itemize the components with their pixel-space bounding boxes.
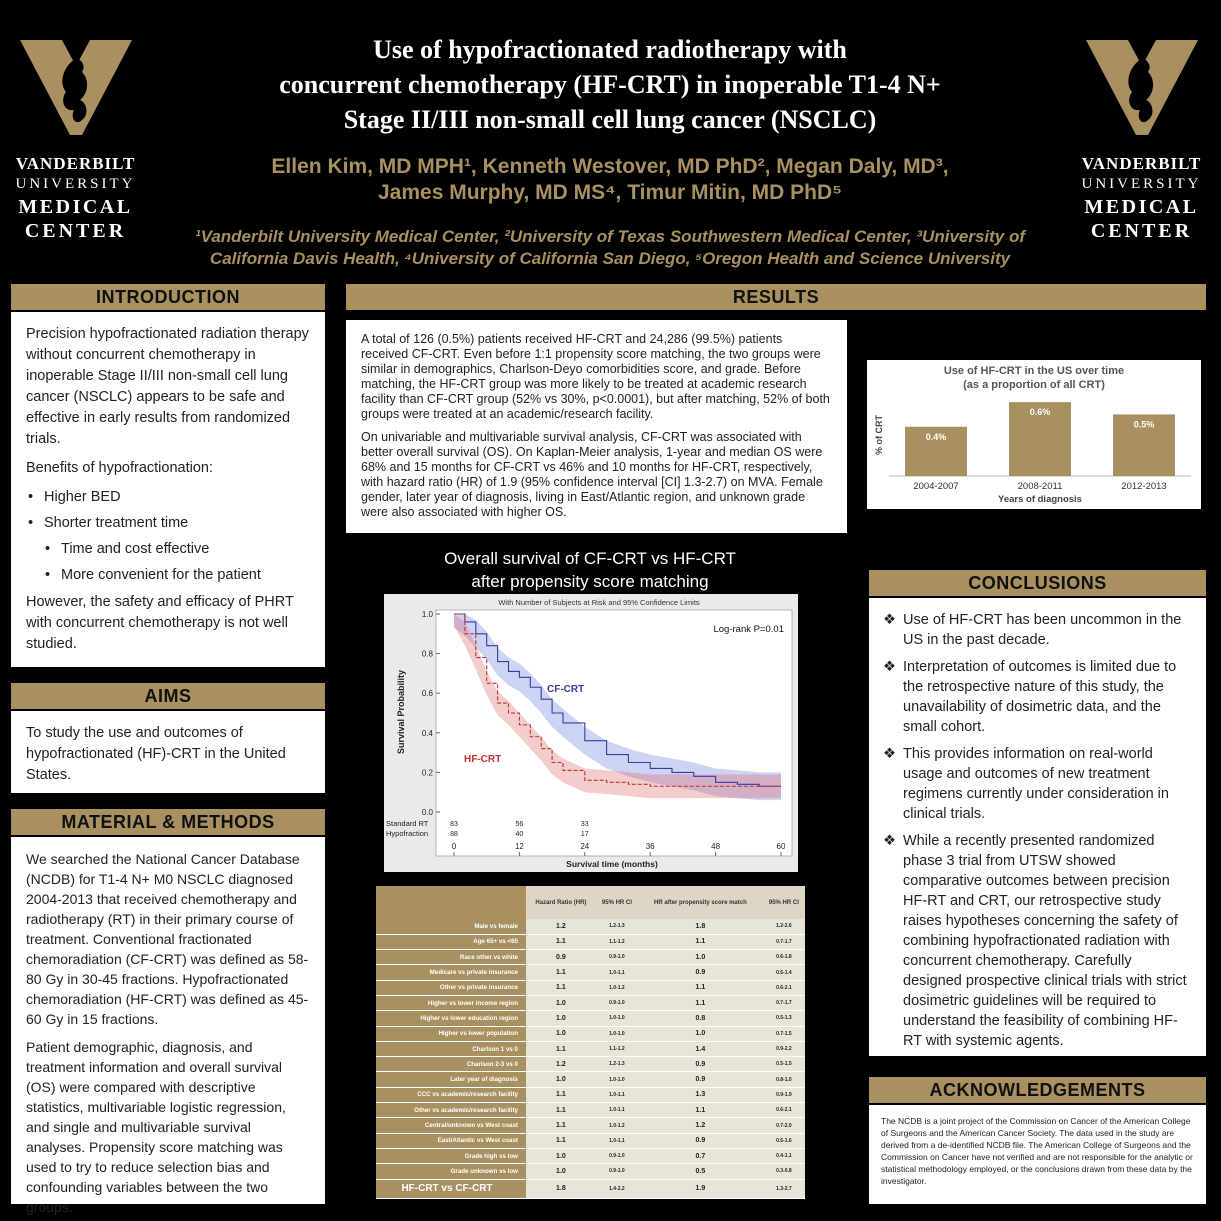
bar-chart-xlabel: Years of diagnosis xyxy=(998,494,1082,505)
table-row xyxy=(376,1148,805,1163)
logo-right xyxy=(1074,40,1209,241)
table-cell: 0.8-1.0 xyxy=(763,1072,805,1087)
y-tick-label: 0.0 xyxy=(421,808,433,817)
list-item: • Higher BED xyxy=(26,487,310,508)
conclusion-text: Use of HF-CRT has been uncommon in the US in the past decade. xyxy=(903,612,1182,648)
table-cell: 0.5-1.5 xyxy=(763,1057,805,1072)
table-cell: 0.6-2.1 xyxy=(763,1103,805,1118)
list-item: • Time and cost effective xyxy=(26,539,310,560)
y-tick-label: 0.4 xyxy=(421,728,433,738)
table-row-label: Higher vs lower education region xyxy=(376,1011,526,1026)
authors-line: James Murphy, MD MS⁴, Timur Mitin, MD PhD⁵ xyxy=(377,181,842,204)
table-cell: 0.5-1.3 xyxy=(763,1011,805,1026)
table-cell: 1.1 xyxy=(638,1103,763,1118)
bar-value-label: 0.6% xyxy=(1029,407,1051,418)
logo-text-3: MEDICAL xyxy=(1084,196,1199,218)
table-row xyxy=(376,950,805,965)
table-header: 95% HR CI xyxy=(596,886,638,919)
table-cell: 1.1 xyxy=(526,1133,596,1148)
bar-chart-title: Use of HF-CRT in the US over time xyxy=(943,365,1125,377)
table-cell: 0.7-1.7 xyxy=(763,934,805,949)
logo-text-1: VANDERBILT xyxy=(1081,154,1202,173)
km-xlabel: Survival time (months) xyxy=(566,859,658,869)
table-cell: 1.8 xyxy=(526,1179,596,1198)
acknowledgements-panel xyxy=(869,1105,1206,1204)
table-row xyxy=(376,919,805,934)
km-hf-label: HF-CRT xyxy=(464,754,502,765)
diamond-bullet-icon: ❖ xyxy=(883,612,896,628)
conclusions-heading: CONCLUSIONS xyxy=(869,570,1206,596)
table-row-label: Higher vs lower population xyxy=(376,1026,526,1041)
intro-paragraph: Precision hypofractionated radiation therapy without concurrent chemotherapy in inoperable Stage II/III non-small cell lung cancer (NSCLC) appears to be safe and effective in early results from randomized trials. xyxy=(26,326,309,447)
table-cell: 1.0-1.0 xyxy=(596,1026,638,1041)
km-ylabel: Survival Probability xyxy=(396,669,406,755)
table-cell: 1.3 xyxy=(638,1087,763,1102)
results-paragraph: On univariable and multivariable survival analysis, CF-CRT was associated with better overall survival (OS). On Kaplan-Meier analysis, 1-year and median OS were 68% and 15 months for CF-CRT vs 46% and 10 months for HF-CRT, respectively, with hazard ratio (HR) of 1.9 (95% confidence interval [CI] 1.3-2.7) on MVA. Female gender, later year of diagnosis, living in East/Atlantic region, and unknown grade were also associated with higher OS. xyxy=(361,430,823,519)
title-line: Use of hypofractionated radiotherapy with xyxy=(373,35,847,64)
table-cell: 0.9 xyxy=(638,1133,763,1148)
table-cell: 0.3-0.8 xyxy=(763,1164,805,1179)
table-row-label: Age 65+ vs <65 xyxy=(376,934,526,949)
table-header: Hazard Ratio (HR) xyxy=(526,886,596,919)
table-row xyxy=(376,965,805,980)
table-cell: 0.9-1.0 xyxy=(596,950,638,965)
table-cell: 1.0 xyxy=(638,1026,763,1041)
table-cell: 1.0-1.2 xyxy=(596,1118,638,1133)
logo-text-2: UNIVERSITY xyxy=(15,176,136,192)
conclusion-text: Interpretation of outcomes is limited due to the retrospective nature of this study, the unavailability of dosimetric data, and the small cohort. xyxy=(903,659,1177,735)
vanderbilt-v-icon xyxy=(20,40,132,135)
table-cell: 0.9 xyxy=(526,950,596,965)
bar-chart-svg xyxy=(867,360,1201,509)
table-cell: 0.8 xyxy=(638,1011,763,1026)
table-cell: 0.9-1.0 xyxy=(596,1148,638,1163)
table-row-label: East/Atlantic vs West coast xyxy=(376,1133,526,1148)
results-text-panel xyxy=(346,320,847,533)
results-heading: RESULTS xyxy=(346,284,1206,310)
bar-category-label: 2004-2007 xyxy=(913,481,959,492)
logo-text-3: MEDICAL xyxy=(18,196,133,218)
table-cell: 0.7-1.7 xyxy=(763,995,805,1010)
table-cell: 1.0-1.2 xyxy=(596,980,638,995)
bar-value-label: 0.4% xyxy=(925,431,947,442)
risk-std-label: Standard RT xyxy=(386,819,429,828)
table-cell: 1.0 xyxy=(526,995,596,1010)
table-row-label: CCC vs academic/research facility xyxy=(376,1087,526,1102)
table-cell: 1.2 xyxy=(638,1118,763,1133)
table-row-label: Higher vs lower income region xyxy=(376,995,526,1010)
table-cell: 0.9 xyxy=(638,965,763,980)
bar-category-label: 2012-2013 xyxy=(1121,481,1167,492)
table-cell: 1.2 xyxy=(526,1057,596,1072)
y-tick-label: 0.8 xyxy=(421,649,433,659)
table-cell: 1.1-1.2 xyxy=(596,934,638,949)
table-cell: 1.2-1.3 xyxy=(596,1057,638,1072)
conclusion-item xyxy=(883,610,1192,650)
aims-panel xyxy=(11,711,325,793)
list-item: • Shorter treatment time xyxy=(26,513,310,534)
table-header-row xyxy=(376,886,805,919)
table-cell: 1.2 xyxy=(526,919,596,934)
table-row xyxy=(376,1118,805,1133)
table-row xyxy=(376,1041,805,1056)
table-row xyxy=(376,980,805,995)
table-cell: 1.1 xyxy=(638,980,763,995)
table-cell: 1.0-1.1 xyxy=(596,965,638,980)
acknowledgements-heading: ACKNOWLEDGEMENTS xyxy=(869,1077,1206,1103)
table-cell: 0.6-1.8 xyxy=(763,950,805,965)
x-tick-label: 0 xyxy=(451,842,457,851)
table-cell: 0.6-2.1 xyxy=(763,980,805,995)
table-cell: 0.9-2.2 xyxy=(763,1041,805,1056)
table-row-label: Central/unknown vs West coast xyxy=(376,1118,526,1133)
table-cell: 1.3-2.7 xyxy=(763,1179,805,1198)
table-cell: 1.0-1.0 xyxy=(596,1011,638,1026)
table-row xyxy=(376,1087,805,1102)
table-cell: 1.0-1.1 xyxy=(596,1087,638,1102)
usage-bar-chart xyxy=(867,360,1201,509)
table-cell: 1.0 xyxy=(526,1011,596,1026)
table-cell: 0.7-2.0 xyxy=(763,1118,805,1133)
methods-heading: MATERIAL & METHODS xyxy=(11,809,325,835)
table-cell: 0.9 xyxy=(638,1057,763,1072)
table-row-label: Charlson 1 vs 0 xyxy=(376,1041,526,1056)
risk-count: 33 xyxy=(580,821,589,828)
y-tick-label: 0.2 xyxy=(421,768,433,778)
x-tick-label: 24 xyxy=(580,842,590,851)
table-cell: 1.0-1.1 xyxy=(596,1133,638,1148)
title-line: Stage II/III non-small cell lung cancer (NSCLC) xyxy=(343,105,877,134)
aims-heading: AIMS xyxy=(11,683,325,709)
diamond-bullet-icon: ❖ xyxy=(883,659,896,675)
table-row-label: Charlson 2-3 vs 0 xyxy=(376,1057,526,1072)
table-header: 95% HR CI xyxy=(763,886,805,919)
table-cell: 0.5-1.4 xyxy=(763,965,805,980)
bar-category-label: 2008-2011 xyxy=(1017,481,1063,492)
table-cell: 1.2-2.6 xyxy=(763,919,805,934)
table-cell: 1.1 xyxy=(526,1118,596,1133)
aims-text: To study the use and outcomes of hypofractionated (HF)-CRT in the United States. xyxy=(26,725,286,783)
conclusion-text: This provides information on real-world usage and outcomes of new treatment regimens currently under consideration in clinical trials. xyxy=(903,746,1169,822)
table-cell: 1.0 xyxy=(526,1164,596,1179)
bar-chart-subtitle: (as a proportion of all CRT) xyxy=(963,379,1105,391)
table-row xyxy=(376,1133,805,1148)
table-cell: 1.1 xyxy=(526,1041,596,1056)
conclusion-text: While a recently presented randomized phase 3 trial from UTSW showed comparative outcomes between precision HF-RT and CRT, our retrospective study raises hypotheses concerning the safety of combining hypofractionated radiation with concurrent chemotherapy. Carefully designed prospective clinical trials with strict dosimetric guidelines will be required to understand the feasibility of combining HF-RT with systemic agents. xyxy=(903,833,1187,1049)
table-cell: 0.7 xyxy=(638,1148,763,1163)
table-header-blank xyxy=(376,886,526,919)
methods-paragraph: We searched the National Cancer Database (NCDB) for T1-4 N+ M0 NSCLC diagnosed 2004-2013 that received chemotherapy and radiotherapy (RT) in their primary course of treatment. Conventional fractionated chemoradiation (CF-CRT) was defined as 58-80 Gy in 30-45 fractions. Hypofractionated chemoradiation (HF-CRT) was defined as 45-60 Gy in 15 fractions. xyxy=(26,851,309,1027)
table-cell: 0.9-1.0 xyxy=(596,995,638,1010)
intro-paragraph: However, the safety and efficacy of PHRT with concurrent chemotherapy is not well studied. xyxy=(26,594,294,652)
risk-count: 88 xyxy=(450,831,458,838)
km-cf-label: CF-CRT xyxy=(547,684,585,695)
affiliations xyxy=(150,226,1070,270)
table-cell: 1.1 xyxy=(526,1087,596,1102)
km-title xyxy=(390,547,790,593)
table-cell: 1.1-1.2 xyxy=(596,1041,638,1056)
conclusion-item xyxy=(883,744,1192,824)
x-tick-label: 60 xyxy=(776,842,786,851)
table-cell: 1.0 xyxy=(526,1148,596,1163)
table-row-label: Other vs academic/research facility xyxy=(376,1103,526,1118)
risk-count: 83 xyxy=(450,821,458,828)
table-row-label: HF-CRT vs CF-CRT xyxy=(376,1179,526,1198)
table-cell: 0.9 xyxy=(638,1072,763,1087)
results-paragraph: A total of 126 (0.5%) patients received HF-CRT and 24,286 (99.5%) patients received CF-CRT. Even before 1:1 propensity score matching, the two groups were similar in demographics, Charlson-Deyo comorbidities score, and grade. Before matching, the HF-CRT group was more likely to be treated at academic research facility than CF-CRT group (52% vs 30%, p<0.0001), but after matching, 52% of both groups were treated at an academic/research facility. xyxy=(361,332,830,421)
logo-text-4: CENTER xyxy=(1090,220,1193,242)
table-cell: 1.0 xyxy=(638,950,763,965)
table-row-label: Grade high vs low xyxy=(376,1148,526,1163)
introduction-heading: INTRODUCTION xyxy=(11,284,325,310)
table-cell: 0.9-1.0 xyxy=(596,1164,638,1179)
methods-paragraph: Patient demographic, diagnosis, and treatment information and overall survival (OS) were compared with descriptive statistics, multivariable logistic regression, and single and multivariable survival analyses. Propensity score matching was used to try to reduce selection bias and confounding variables between the two groups. xyxy=(26,1039,286,1215)
conclusion-item xyxy=(883,831,1192,1051)
risk-count: 56 xyxy=(515,821,524,828)
x-tick-label: 36 xyxy=(645,842,655,851)
bar-value-label: 0.5% xyxy=(1133,419,1155,430)
table-row xyxy=(376,1179,805,1198)
table-body xyxy=(376,919,805,1198)
authors xyxy=(150,154,1070,206)
conclusions-panel xyxy=(869,598,1206,1056)
table-row xyxy=(376,995,805,1010)
affiliations-line: ¹Vanderbilt University Medical Center, ²University of Texas Southwestern Medical Center, ³University of xyxy=(194,227,1026,246)
km-logrank: Log-rank P=0.01 xyxy=(713,624,784,635)
table-cell: 1.0-1.0 xyxy=(596,1072,638,1087)
table-cell: 1.1 xyxy=(638,995,763,1010)
table-cell: 0.4-1.1 xyxy=(763,1148,805,1163)
table-row xyxy=(376,1026,805,1041)
risk-hypo-label: Hypofraction xyxy=(386,829,429,838)
km-title-line: after propensity score matching xyxy=(471,572,709,591)
table-row xyxy=(376,1103,805,1118)
table-cell: 1.1 xyxy=(526,965,596,980)
km-title-line: Overall survival of CF-CRT vs HF-CRT xyxy=(444,549,736,568)
table-cell: 1.0-1.1 xyxy=(596,1103,638,1118)
table-cell: 1.8 xyxy=(638,919,763,934)
intro-benefits-label: Benefits of hypofractionation: xyxy=(26,460,214,476)
km-chart-svg xyxy=(384,594,798,872)
table-cell: 1.2-1.3 xyxy=(596,919,638,934)
logo-text-4: CENTER xyxy=(24,220,127,242)
bar-group xyxy=(905,402,1175,492)
table-cell: 1.1 xyxy=(526,934,596,949)
table-cell: 1.4 xyxy=(638,1041,763,1056)
table-cell: 1.0 xyxy=(526,1026,596,1041)
table-cell: 0.7-1.5 xyxy=(763,1026,805,1041)
benefits-list xyxy=(26,487,310,586)
table-header: HR after propensity score match xyxy=(638,886,763,919)
table-cell: 1.1 xyxy=(638,934,763,949)
bar-chart-ylabel: % of CRT xyxy=(874,415,884,455)
table-row-label: Race other vs white xyxy=(376,950,526,965)
title-line: concurrent chemotherapy (HF-CRT) in inoperable T1-4 N+ xyxy=(279,70,941,99)
table-cell: 1.9 xyxy=(638,1179,763,1198)
vanderbilt-v-icon xyxy=(1086,40,1198,135)
hazard-ratio-table xyxy=(376,886,805,1199)
diamond-bullet-icon: ❖ xyxy=(883,746,896,762)
table-cell: 1.1 xyxy=(526,1103,596,1118)
poster-title xyxy=(150,32,1070,137)
diamond-bullet-icon: ❖ xyxy=(883,833,896,849)
table-cell: 1.1 xyxy=(526,980,596,995)
y-tick-label: 0.6 xyxy=(421,689,433,699)
logo-text-2: UNIVERSITY xyxy=(1081,176,1202,192)
table-row-label: Medicare vs private insurance xyxy=(376,965,526,980)
table-cell: 0.9-1.9 xyxy=(763,1087,805,1102)
logo-text-1: VANDERBILT xyxy=(15,154,136,173)
table-cell: 0.5 xyxy=(638,1164,763,1179)
risk-count: 17 xyxy=(580,831,589,838)
table-row-label: Other vs private insurance xyxy=(376,980,526,995)
table-row xyxy=(376,1164,805,1179)
table-row xyxy=(376,1011,805,1026)
conclusion-item xyxy=(883,657,1192,737)
x-tick-label: 48 xyxy=(711,842,721,851)
table-row-label: Later year of diagnosis xyxy=(376,1072,526,1087)
x-tick-label: 12 xyxy=(514,842,524,851)
acknowledgements-text: The NCDB is a joint project of the Commission on Cancer of the American College of Surgeons and the American Cancer Society. The data used in the study are derived from a de-identified NCDB file. The American College of Surgeons and the Commission on Cancer have not verified and are not responsible for the analytic or statistical methodology employed, or the conclusions drawn from these data by the investigator. xyxy=(881,1116,1193,1186)
table-row xyxy=(376,934,805,949)
risk-count: 40 xyxy=(515,831,524,838)
table-row-label: Grade unknown vs low xyxy=(376,1164,526,1179)
km-chart xyxy=(384,594,798,872)
list-item: • More convenient for the patient xyxy=(26,565,310,586)
table-row xyxy=(376,1072,805,1087)
y-tick-label: 1.0 xyxy=(421,610,433,619)
table-cell: 1.4-2.2 xyxy=(596,1179,638,1198)
authors-line: Ellen Kim, MD MPH¹, Kenneth Westover, MD PhD², Megan Daly, MD³, xyxy=(271,155,949,178)
table-row xyxy=(376,1057,805,1072)
km-subtitle: With Number of Subjects at Risk and 95% Confidence Limits xyxy=(498,598,700,607)
table-row-label: Male vs female xyxy=(376,919,526,934)
methods-panel xyxy=(11,837,325,1215)
table-cell: 1.0 xyxy=(526,1072,596,1087)
table-cell: 0.5-1.6 xyxy=(763,1133,805,1148)
affiliations-line: California Davis Health, ⁴University of California San Diego, ⁵Oregon Health and Science University xyxy=(209,249,1011,268)
logo-left xyxy=(8,40,143,241)
introduction-panel xyxy=(11,312,325,667)
